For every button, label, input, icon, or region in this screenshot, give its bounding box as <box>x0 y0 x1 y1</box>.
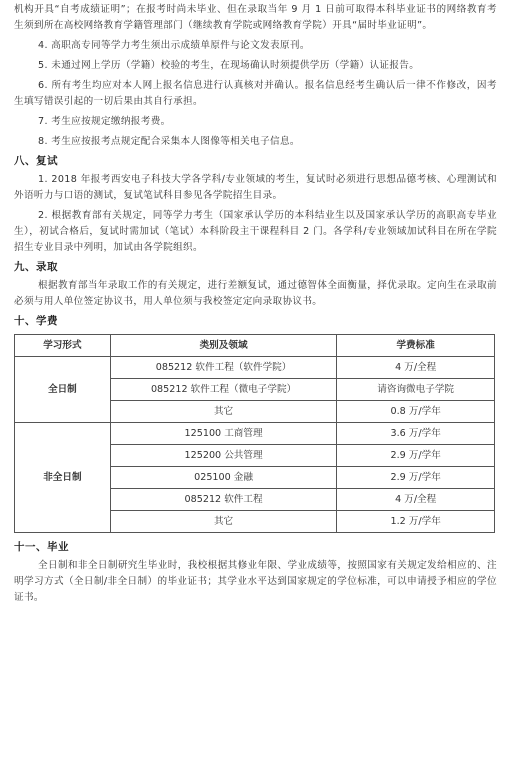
fee-cell: 2.9 万/学年 <box>337 467 495 489</box>
header-fee: 学费标准 <box>337 335 495 357</box>
category-cell: 125200 公共管理 <box>110 445 337 467</box>
category-cell: 其它 <box>110 511 337 533</box>
retest-paragraph-2: 2. 根据教育部有关规定，同等学力考生（国家承认学历的本科结业生以及国家承认学历的高职高专毕业生），初试合格后，复试时需加试（笔试）本科阶段主干课程科目 2 门。各学科/专业领域加试科目在所在学院招生专业目录中列明，加试由各学院组织。 <box>14 210 497 253</box>
fee-cell: 4 万/全程 <box>337 357 495 379</box>
intro-paragraph: 机构开具“自考成绩证明”；在报考时尚未毕业、但在录取当年 9 月 1 日前可取得本科毕业证书的网络教育考生须到所在高校网络教育学籍管理部门（继续教育学院或网络教育学院）开具“届时毕业证明”。 <box>14 4 497 31</box>
full-time-label: 全日制 <box>15 357 111 423</box>
section-title-retest: 八、复试 <box>14 155 58 167</box>
table-row <box>15 357 495 379</box>
table-header-row <box>15 335 495 357</box>
category-cell: 085212 软件工程 <box>110 489 337 511</box>
category-cell: 025100 金融 <box>110 467 337 489</box>
section-title-admission: 九、录取 <box>14 261 58 273</box>
list-item-8: 8. 考生应按报考点规定配合采集本人图像等相关电子信息。 <box>38 136 300 147</box>
category-cell: 085212 软件工程（微电子学院） <box>110 379 337 401</box>
section-title-tuition: 十、学费 <box>14 315 58 327</box>
list-item-7: 7. 考生应按规定缴纳报考费。 <box>38 116 171 127</box>
category-cell: 其它 <box>110 401 337 423</box>
section-title-graduation: 十一、毕业 <box>14 541 69 553</box>
header-category: 类别及领域 <box>110 335 337 357</box>
list-item-4: 4. 高职高专同等学力考生须出示成绩单原件与论文发表原刊。 <box>38 40 310 51</box>
category-cell: 125100 工商管理 <box>110 423 337 445</box>
admission-paragraph: 根据教育部当年录取工作的有关规定，进行差额复试，通过德智体全面衡量，择优录取。定向生在录取前必须与用人单位签定协议书，用人单位须与我校签定定向录取协议书。 <box>14 280 497 307</box>
list-item-5: 5. 未通过网上学历（学籍）校验的考生，在现场确认时须提供学历（学籍）认证报告。 <box>38 60 420 71</box>
fee-cell: 4 万/全程 <box>337 489 495 511</box>
category-cell: 085212 软件工程（软件学院） <box>110 357 337 379</box>
fee-cell: 3.6 万/学年 <box>337 423 495 445</box>
part-time-label: 非全日制 <box>15 423 111 533</box>
header-study-form: 学习形式 <box>15 335 111 357</box>
tuition-table <box>14 334 495 533</box>
retest-paragraph-1: 1. 2018 年报考西安电子科技大学各学科/专业领域的考生，复试时必须进行思想品德考核、心理测试和外语听力与口语的测试，复试笔试科目参见各学院招生目录。 <box>14 174 497 201</box>
list-item-6: 6. 所有考生均应对本人网上报名信息进行认真核对并确认。报名信息经考生确认后一律不作修改，因考生填写错误引起的一切后果由其自行承担。 <box>14 80 497 107</box>
table-row <box>15 423 495 445</box>
fee-cell: 请咨询微电子学院 <box>337 379 495 401</box>
fee-cell: 2.9 万/学年 <box>337 445 495 467</box>
graduation-paragraph: 全日制和非全日制研究生毕业时，我校根据其修业年限、学业成绩等，按照国家有关规定发给相应的、注明学习方式（全日制/非全日制）的毕业证书；其学业水平达到国家规定的学位标准，可以申请授予相应的学位证书。 <box>14 560 497 603</box>
fee-cell: 1.2 万/学年 <box>337 511 495 533</box>
fee-cell: 0.8 万/学年 <box>337 401 495 423</box>
